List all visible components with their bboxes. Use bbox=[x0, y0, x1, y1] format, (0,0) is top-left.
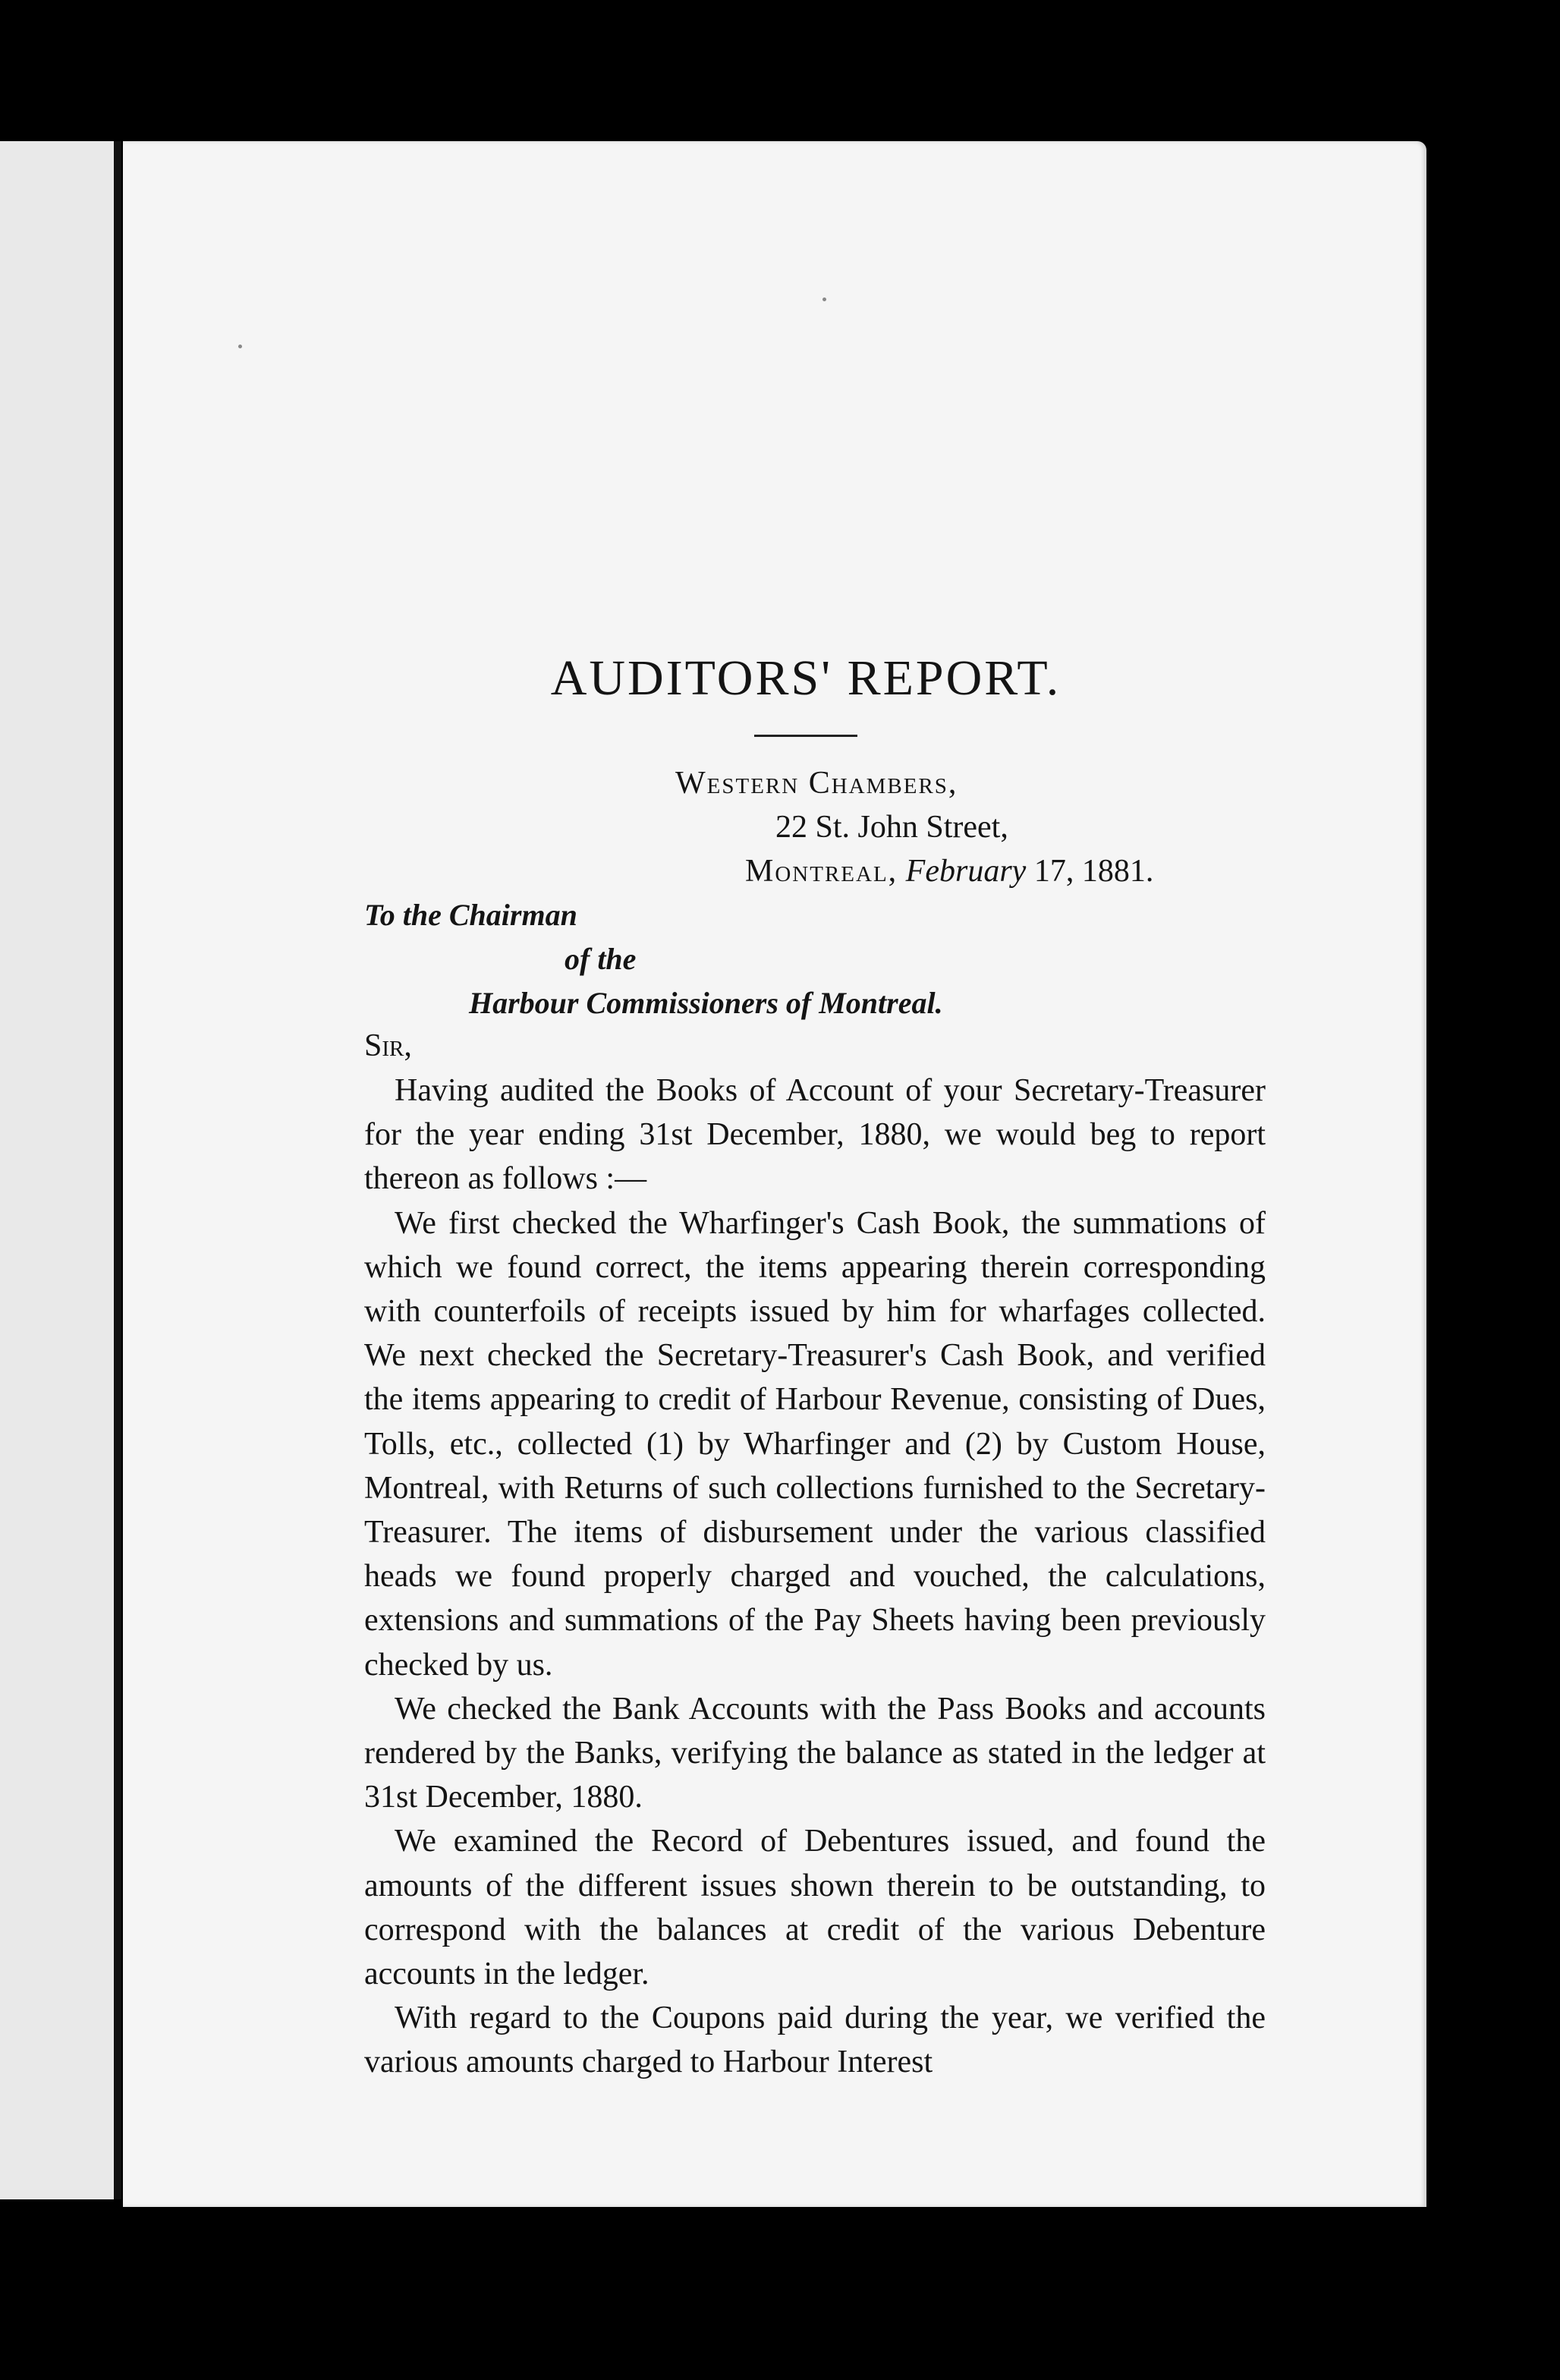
paragraph-5: With regard to the Coupons paid during the year, we verified the various amounts charged to Harbour Interest bbox=[364, 2001, 1266, 2080]
salutation-line-3: Harbour Commissioners of Montreal. bbox=[469, 986, 943, 1020]
report-body bbox=[364, 1069, 1266, 2085]
address-line-2: 22 St. John Street, bbox=[775, 810, 1008, 845]
report-title: AUDITORS' REPORT. bbox=[550, 650, 1061, 706]
paper-speck bbox=[822, 298, 826, 301]
salutation-line-1: To the Chairman bbox=[364, 898, 577, 932]
paragraph-2: We first checked the Wharfinger's Cash Book, the summations of which we found correct, the items appearing therein corresponding with counterfoils of receipts issued by him for wharfages collected. We next checked the Secretary-Treasurer's Cash Book, and verified the items appearing to credit of Harbour Revenue, consisting of Dues, Tolls, etc., collected (1) by Wharfinger and (2) by Custom House, Montreal, with Returns of such collections furnished to the Secretary-Treasurer. The items of disbursement under the various classified heads we found properly charged and vouched, the calculations, extensions and summations of the Pay Sheets having been previously checked by us. bbox=[364, 1205, 1266, 1683]
page-gutter bbox=[114, 141, 121, 2199]
address-chambers: Western Chambers, bbox=[675, 766, 958, 801]
paper-speck bbox=[238, 345, 242, 348]
address-line-1 bbox=[675, 765, 958, 801]
greeting: Sir, bbox=[364, 1028, 412, 1063]
facing-page-edge bbox=[0, 141, 114, 2199]
title-rule bbox=[754, 735, 857, 737]
paragraph-4: We examined the Record of Debentures issued, and found the amounts of the different issues shown therein to be outstanding, to correspond with the balances at credit of the various Debenture accounts in the ledger. bbox=[364, 1824, 1266, 1992]
paragraph-1: Having audited the Books of Account of your Secretary-Treasurer for the year ending 31st December, 1880, we would beg to report thereon as follows :— bbox=[364, 1073, 1266, 1197]
document-page bbox=[123, 141, 1426, 2207]
salutation-line-2: of the bbox=[565, 942, 637, 976]
address-month: February bbox=[905, 854, 1027, 889]
address-city: Montreal, bbox=[745, 854, 898, 889]
paragraph-3: We checked the Bank Accounts with the Pass Books and accounts rendered by the Banks, verifying the balance as stated in the ledger at 31st December, 1880. bbox=[364, 1691, 1266, 1815]
address-line-3 bbox=[745, 853, 1153, 889]
address-date: 17, 1881. bbox=[1033, 854, 1154, 889]
